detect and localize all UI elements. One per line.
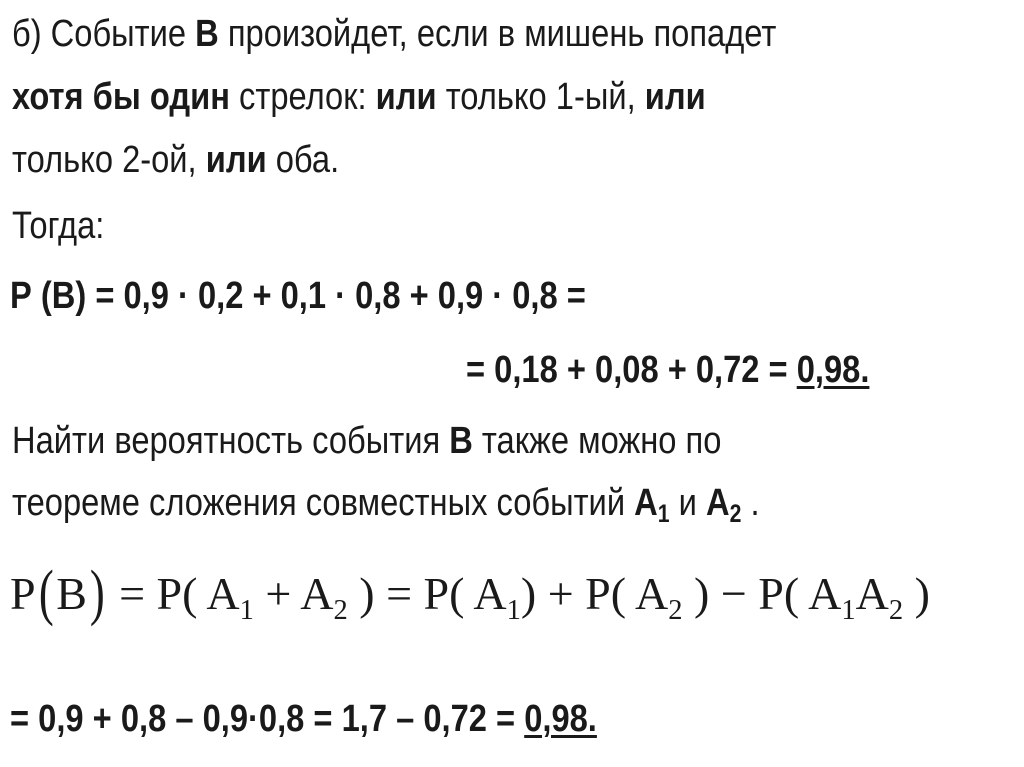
emphasis-or: или: [205, 139, 267, 181]
event-a1: $А_1$: [634, 482, 670, 528]
event-b: В: [195, 13, 219, 55]
text-line-then: [12, 204, 104, 248]
text-part: и: [669, 482, 706, 524]
equation-line-2: [466, 348, 869, 392]
text-part: только 1-ый,: [436, 76, 645, 118]
event-a2: $А_2$: [705, 482, 742, 528]
equation-line-1: [10, 274, 586, 318]
text-part: также можно по: [472, 420, 722, 462]
text-part: теореме сложения совместных событий: [12, 482, 635, 524]
text-part: произойдет, если в мишень попадет: [218, 13, 777, 55]
text-line-3: [12, 138, 339, 182]
equation-result: 0,98.: [524, 698, 597, 740]
event-b: В: [449, 420, 473, 462]
text-line-1: [12, 12, 776, 56]
text-part: Найти вероятность события: [12, 420, 450, 462]
text-line-5: [12, 481, 760, 528]
equation-text: Р (В) = 0,9 · 0,2 + 0,1 · 0,8 + 0,9 · 0,8 =: [10, 275, 586, 317]
text-part: Тогда:: [12, 205, 105, 247]
text-part: .: [741, 482, 760, 524]
text-part: только 2-ой,: [12, 139, 206, 181]
equation-text: = 0,18 + 0,08 + 0,72 =: [466, 349, 797, 391]
addition-theorem-formula: P(B) = P( $A_1 + A_2$ ) = P( $A_1) + P$( $A_2$ ) − P( $A_1A_2$ ): [10, 559, 930, 627]
text-line-4: [12, 419, 721, 463]
equation-line-3: [10, 697, 597, 741]
text-part: оба.: [266, 139, 340, 181]
equation-text: = 0,9 + 0,8 – 0,9·0,8 = 1,7 – 0,72 =: [10, 698, 525, 740]
text-part: стрелок:: [229, 76, 376, 118]
emphasis-or: или: [644, 76, 706, 118]
emphasis-at-least-one: хотя бы один: [12, 76, 230, 118]
emphasis-or: или: [375, 76, 437, 118]
text-part: б) Событие: [12, 13, 196, 55]
text-line-2: [12, 75, 706, 119]
equation-result: 0,98.: [796, 349, 870, 391]
